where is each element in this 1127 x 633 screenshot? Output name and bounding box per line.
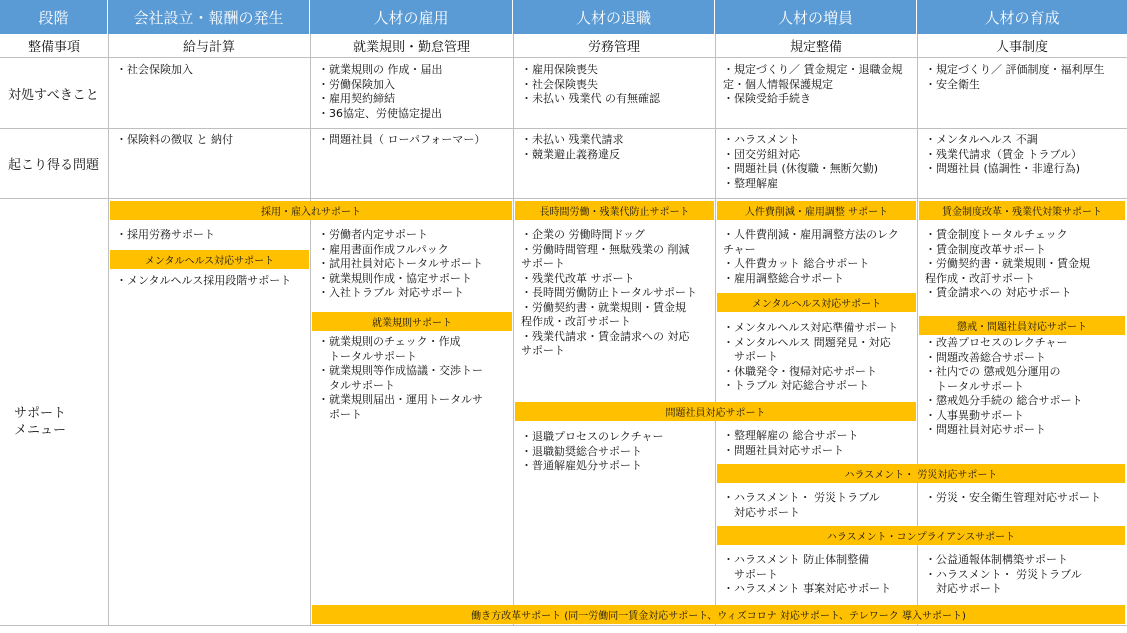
bar-mental-health-hiring: メンタルヘルス対応サポート <box>110 250 309 269</box>
row-label-problems: 起こり得る問題 <box>8 158 100 173</box>
problem-cell-hiring <box>318 133 485 148</box>
list-item: ・採用労務サポート <box>116 228 215 241</box>
list-item: 対応サポート <box>925 582 1002 595</box>
bar-work-rules-support: 就業規則サポート <box>312 312 512 331</box>
list-item: ・雇用書面作成フルパック <box>318 242 449 256</box>
list-item: ・入社トラブル 対応サポート <box>318 286 465 299</box>
support-cell-hiring-b <box>318 335 483 422</box>
list-item: ・競業避止義務違反 <box>521 147 620 161</box>
support-cell-hiring-a <box>318 228 483 301</box>
header-hiring: 人材の雇用 <box>310 0 513 34</box>
list-item: ・労働契約書・就業規則・賃金規 <box>925 257 1090 270</box>
subheader-labor-mgmt: 労務管理 <box>587 40 640 55</box>
action-cell-development <box>925 63 1105 92</box>
subheader-hr-system: 人事制度 <box>995 40 1048 55</box>
grid-line <box>715 34 716 625</box>
list-item: ・整理解雇 <box>723 176 778 190</box>
subheader-items: 整備事項 <box>27 40 80 55</box>
list-item: ・休職発令・復帰対応サポート <box>723 364 877 378</box>
list-item: ・残業代改革 サポート <box>521 271 635 285</box>
subheader-payroll: 給与計算 <box>182 40 235 55</box>
list-item: ・退職プロセスのレクチャー <box>521 430 664 443</box>
list-item: ・企業の 労働時間ドッグ <box>521 228 646 241</box>
support-cell-retirement-a <box>521 228 697 359</box>
subheader-work-rules: 就業規則・勤怠管理 <box>352 40 470 55</box>
action-cell-payroll <box>116 63 193 78</box>
support-cell-development-d <box>925 553 1082 597</box>
list-item: ・ハラスメント <box>723 133 800 146</box>
list-item: ・賃金制度トータルチェック <box>925 228 1068 241</box>
list-item: ・規定づくり／ 評価制度・福利厚生 <box>925 63 1105 76</box>
subheader-regulations: 規定整備 <box>789 40 842 55</box>
list-item: ・就業規則作成・協定サポート <box>318 271 472 285</box>
list-item: ・安全衛生 <box>925 77 980 91</box>
list-item: ・問題社員（ ローパフォーマー） <box>318 133 486 146</box>
header-company-setup: 会社設立・報酬の発生 <box>108 0 310 34</box>
header-stage: 段階 <box>0 0 108 34</box>
support-cell-retirement-b <box>521 430 663 474</box>
list-item: ・就業規則等作成協議・交渉トー <box>318 364 483 377</box>
grid-line <box>310 34 311 625</box>
grid-line <box>0 128 1127 129</box>
list-item: ・メンタルヘルス 不調 <box>925 133 1038 146</box>
support-cell-development-a <box>925 228 1090 301</box>
header-development: 人材の育成 <box>917 0 1127 34</box>
list-item: ・就業規則の 作成・届出 <box>318 63 443 76</box>
problem-cell-payroll <box>116 133 233 148</box>
list-item: ・問題社員対応サポート <box>723 443 844 457</box>
list-item: ・就業規則届出・運用トータルサ <box>318 393 483 406</box>
bar-harassment-compliance-support: ハラスメント・コンプライアンスサポート <box>717 526 1125 545</box>
list-item: ・懲戒処分手続の 総合サポート <box>925 394 1083 407</box>
list-item: ・規定づくり／ 賃金規定・退職金規 <box>723 63 903 76</box>
row-label-support-line2: メニュー <box>14 423 67 438</box>
list-item: ・労働者内定サポート <box>318 228 428 241</box>
bar-mental-health-expansion: メンタルヘルス対応サポート <box>717 293 916 312</box>
list-item: ・退職勧奨総合サポート <box>521 444 642 458</box>
list-item: サポート <box>521 257 565 270</box>
header-expansion: 人材の増員 <box>715 0 917 34</box>
list-item: トータルサポート <box>925 379 1024 393</box>
bar-problem-employee-support: 問題社員対応サポート <box>515 402 916 421</box>
action-cell-retirement <box>521 63 660 107</box>
bar-discipline-support: 懲戒・問題社員対応サポート <box>919 316 1125 335</box>
grid-line <box>513 34 514 625</box>
list-item: サポート <box>723 350 778 363</box>
list-item: ・問題改善総合サポート <box>925 350 1046 364</box>
list-item: ・改善プロセスのレクチャー <box>925 336 1068 349</box>
list-item: ・労働保険加入 <box>318 77 395 91</box>
list-item: ・保険料の徴収 と 納付 <box>116 133 233 146</box>
list-item: ・人事異動サポート <box>925 408 1024 422</box>
row-label-support-line1: サポート <box>14 406 67 421</box>
list-item: ポート <box>318 407 362 421</box>
list-item: ・保険受給手続き <box>723 92 811 105</box>
list-item: ・普通解雇処分サポート <box>521 459 642 472</box>
list-item: 定・個人情報保護規定 <box>723 77 833 91</box>
support-cell-payroll-b <box>116 274 291 289</box>
bar-hiring-support: 採用・雇入れサポート <box>110 201 512 220</box>
grid-line <box>0 625 1127 626</box>
list-item: ・賃金制度改革サポート <box>925 242 1046 256</box>
list-item: 対応サポート <box>723 505 800 519</box>
list-item: ・トラブル 対応総合サポート <box>723 379 870 392</box>
list-item: ・ハラスメント 防止体制整備 <box>723 553 870 566</box>
list-item: ・人件費削減・雇用調整方法のレク <box>723 228 899 241</box>
list-item: 程作成・改訂サポート <box>925 271 1035 285</box>
list-item: ・労災・安全衛生管理対応サポート <box>925 491 1101 504</box>
list-item: ・メンタルヘルス採用段階サポート <box>116 274 292 287</box>
support-cell-expansion-d <box>723 491 880 520</box>
bar-wage-support: 賃金制度改革・残業代対策サポート <box>919 201 1125 220</box>
list-item: サポート <box>723 567 778 581</box>
list-item: ・36協定、労使協定提出 <box>318 106 442 120</box>
problem-cell-development <box>925 133 1082 177</box>
list-item: ・団交労組対応 <box>723 147 800 161</box>
list-item: ・問題社員対応サポート <box>925 423 1046 436</box>
list-item: ・未払い 残業代請求 <box>521 133 624 146</box>
support-cell-expansion-a <box>723 228 899 286</box>
list-item: ・就業規則のチェック・作成 <box>318 335 461 348</box>
support-cell-expansion-b <box>723 321 898 394</box>
support-cell-development-b <box>925 336 1083 438</box>
list-item: ・未払い 残業代 の有無確認 <box>521 92 660 105</box>
header-retirement: 人材の退職 <box>513 0 715 34</box>
list-item: タルサポート <box>318 378 395 392</box>
bar-harassment-labor-support: ハラスメント・ 労災対応サポート <box>717 464 1125 483</box>
problem-cell-expansion <box>723 133 878 191</box>
list-item: ・試用社員対応トータルサポート <box>318 257 483 270</box>
list-item: ・長時間労働防止トータルサポート <box>521 286 697 299</box>
list-item: ・労働時間管理・無駄残業の 削減 <box>521 242 690 256</box>
list-item: 程作成・改訂サポート <box>521 315 631 328</box>
problem-cell-retirement <box>521 133 624 162</box>
support-cell-expansion-c <box>723 429 859 458</box>
list-item: ・メンタルヘルス 問題発見・対応 <box>723 335 891 349</box>
action-cell-hiring <box>318 63 443 121</box>
list-item: ・ハラスメント・ 労災トラブル <box>723 491 880 504</box>
list-item: ・雇用契約締結 <box>318 92 395 105</box>
list-item: ・残業代請求・賃金請求への 対応 <box>521 329 690 343</box>
list-item: サポート <box>521 344 565 357</box>
row-label-action: 対処すべきこと <box>8 87 99 103</box>
row-label-support <box>14 405 66 439</box>
grid-line <box>0 198 1127 199</box>
bar-cost-support: 人件費削減・雇用調整 サポート <box>717 201 916 220</box>
list-item: ・社内での 懲戒処分運用の <box>925 365 1061 378</box>
list-item: ・ハラスメント・ 労災トラブル <box>925 567 1082 581</box>
list-item: ・賃金請求への 対応サポート <box>925 286 1072 299</box>
list-item: チャー <box>723 242 756 256</box>
list-item: ・メンタルヘルス対応準備サポート <box>723 321 899 334</box>
list-item: ・社会保険喪失 <box>521 77 598 91</box>
list-item: ・公益通報体制構築サポート <box>925 553 1068 566</box>
list-item: ・問題社員 (協調性・非違行為) <box>925 162 1081 175</box>
list-item: ・労働契約書・就業規則・賃金規 <box>521 300 686 314</box>
list-item: ・整理解雇の 総合サポート <box>723 429 859 442</box>
support-cell-expansion-e <box>723 553 891 597</box>
grid-line <box>0 57 1127 58</box>
list-item: ・社会保険加入 <box>116 63 193 76</box>
list-item: ・ハラスメント 事案対応サポート <box>723 582 892 595</box>
support-cell-payroll-a <box>116 228 215 243</box>
support-cell-development-c <box>925 491 1101 506</box>
action-cell-expansion <box>723 63 903 107</box>
list-item: トータルサポート <box>318 349 417 363</box>
list-item: ・残業代請求（賃金 トラブル） <box>925 147 1083 161</box>
grid-line <box>108 34 109 625</box>
list-item: ・雇用調整総合サポート <box>723 271 844 285</box>
list-item: ・雇用保険喪失 <box>521 63 598 76</box>
list-item: ・問題社員 (休復職・無断欠勤) <box>723 162 879 175</box>
bar-workstyle-reform-support: 働き方改革サポート (同一労働同一賃金対応サポート、ウィズコロナ 対応サポート、テレワーク 導入サポート) <box>312 605 1125 624</box>
bar-overtime-support: 長時間労働・残業代防止サポート <box>515 201 714 220</box>
list-item: ・人件費カット 総合サポート <box>723 257 870 270</box>
